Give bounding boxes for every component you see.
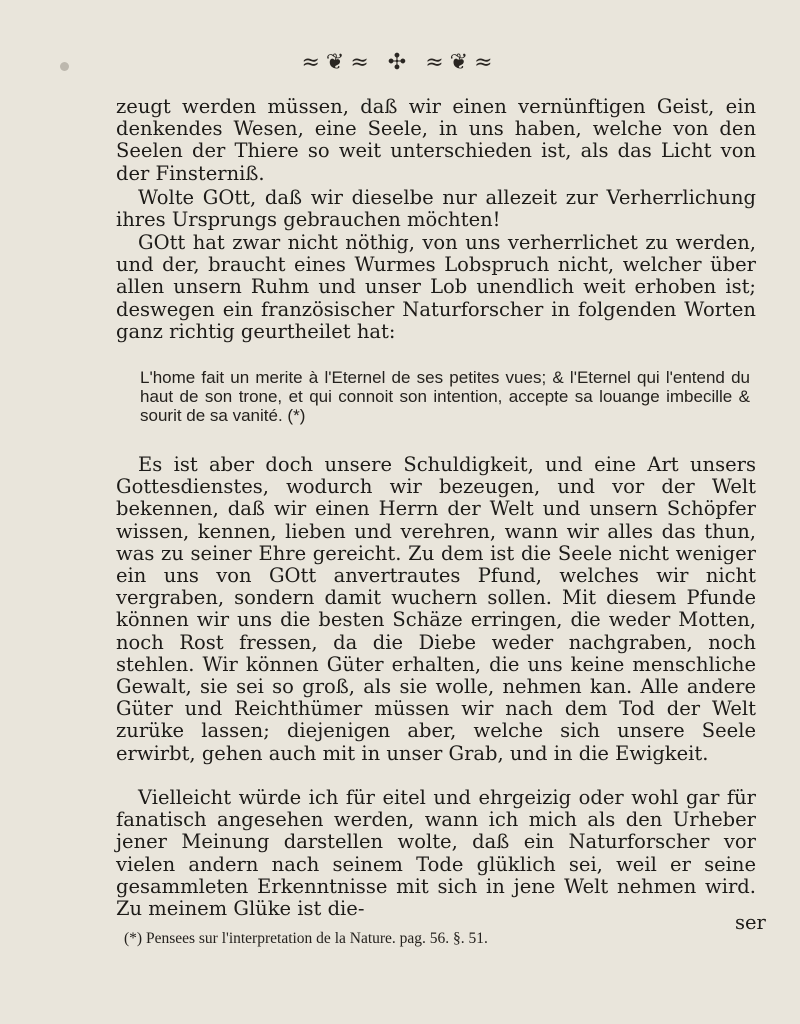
header-ornament: ≈❦≈ ✣ ≈❦≈: [301, 50, 499, 75]
paragraph-5: Vielleicht würde ich für eitel und ehrgeizig oder wohl gar für fanatisch angesehen werden, wann ich mich als den Urheber jener Meinung darstellen wolte, daß ein Naturforscher vor vielen andern nach seinem Tode glüklich sei, weil er seine gesammleten Erkenntnisse mit sich in jene Welt nehmen wird. Zu meinem Glüke ist die-: [116, 786, 756, 921]
footnote: (*) Pensees sur l'interpretation de la Nature. pag. 56. §. 51.: [124, 930, 488, 947]
paragraph-1: zeugt werden müssen, daß wir einen vernünftigen Geist, ein denkendes Wesen, eine Seele, in uns haben, welche von den Seelen der Thiere so weit unterschieden ist, als das Licht von der Finsterniß.: [116, 95, 756, 185]
french-quotation: L'home fait un merite à l'Eternel de ses petites vues; & l'Eternel qui l'entend du haut de son trone, et qui connoit son intention, accepte sa louange imbecille & sourit de sa vanité. (*): [140, 368, 750, 425]
paragraph-3: GOtt hat zwar nicht nöthig, von uns verherrlichet zu werden, und der, braucht eines Wurmes Lobspruch nicht, welcher über allen unsern Ruhm und unser Lob unendlich weit erhoben ist; deswegen ein französischer Naturforscher in folgenden Worten ganz richtig geurtheilet hat:: [116, 231, 756, 343]
paragraph-4: Es ist aber doch unsere Schuldigkeit, und eine Art unsers Gottesdienstes, wodurch wir bezeugen, und vor der Welt bekennen, daß wir einen Herrn der Welt und unsern Schöpfer wissen, kennen, lieben und verehren, wann wir alles das thun, was zu seiner Ehre gereicht. Zu dem ist die Seele nicht weniger ein uns von GOtt anvertrautes Pfund, welches wir nicht vergraben, sondern damit wuchern sollen. Mit diesem Pfunde können wir uns die besten Schäze erringen, die weder Motten, noch Rost fressen, da die Diebe weder nachgraben, noch stehlen. Wir können Güter erhalten, die uns keine menschliche Gewalt, sie sei so groß, als sie wolle, nehmen kan. Alle andere Güter und Reichthümer müssen wir nach dem Tod der Welt zurüke lassen; diejenigen aber, welche sich unsere Seele erwirbt, gehen auch mit in unser Grab, und in die Ewigkeit.: [116, 453, 756, 765]
catchword: ser: [735, 911, 766, 934]
paragraph-2: Wolte GOtt, daß wir dieselbe nur allezeit zur Verherrlichung ihres Ursprungs gebrauchen möchten!: [116, 186, 756, 232]
